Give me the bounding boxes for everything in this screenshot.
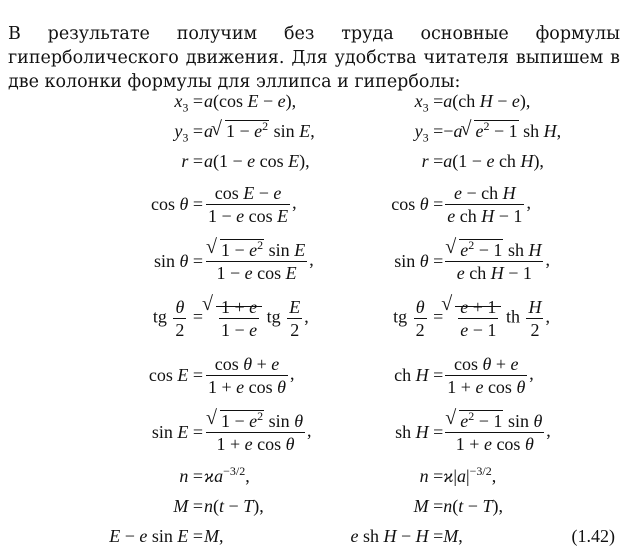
hyperbola-y3-rhs: −a√ $e^2 - 1$ sh H,	[443, 116, 571, 146]
equation-number: (1.42)	[572, 521, 625, 551]
ellipse-n-lhs: n =	[0, 461, 204, 491]
formula-row	[0, 116, 625, 146]
hyperbola-ch-h-rhs: $\frac{\text{cos θ + e}}{\text{1 + e cos θ}}$ ,	[443, 347, 571, 404]
hyperbola-sin-theta-rhs: √ $\frac{e^2 - 1 sh H}{\text{e ch H − 1}}$ ,	[443, 233, 571, 290]
hyperbola-x3-lhs: $x_3$ =	[350, 86, 443, 116]
ellipse-cos-theta-lhs: cos θ =	[0, 176, 204, 233]
hyperbola-ch-h-lhs: ch H =	[350, 347, 443, 404]
ellipse-sin-e-rhs: √ $\frac{1 - e^2 \sin \theta}{\text{1 + e cos θ}}$ ,	[204, 404, 315, 461]
hyperbola-sh-h-lhs: sh H =	[350, 404, 443, 461]
ellipse-sin-theta-rhs: √ $\frac{1 - e^2 \sin E}{\text{1 − e cos E}}$ ,	[204, 233, 315, 290]
formula-table-1-42	[0, 86, 625, 551]
formula-row	[0, 404, 625, 461]
ellipse-sin-e-lhs: sin E =	[0, 404, 204, 461]
ellipse-sin-theta-lhs: sin θ =	[0, 233, 204, 290]
hyperbola-n-rhs: $ϰ|a|^{-3/2}$,	[443, 461, 571, 491]
hyperbola-y3-lhs: $y_3$ =	[350, 116, 443, 146]
ellipse-r-lhs: r =	[0, 146, 204, 176]
formula-row	[0, 347, 625, 404]
formula-row	[0, 521, 625, 551]
hyperbola-cos-theta-rhs: $\frac{\text{e − ch H}}{\text{e ch H − 1}}$ ,	[443, 176, 571, 233]
formula-row	[0, 146, 625, 176]
ellipse-tg-half-theta-rhs: √ $\frac{1 + e}{1 - e}$ tg $\frac{E}{2}$ ,	[204, 290, 315, 347]
ellipse-m-rhs: n(t − T),	[204, 491, 315, 521]
hyperbola-r-rhs: a(1 − e ch H),	[443, 146, 571, 176]
ellipse-r-rhs: a(1 − e cos E),	[204, 146, 315, 176]
hyperbola-m-lhs: M =	[350, 491, 443, 521]
ellipse-x3-lhs: $x_3$ =	[0, 86, 204, 116]
hyperbola-sin-theta-lhs: sin θ =	[350, 233, 443, 290]
ellipse-m-lhs: M =	[0, 491, 204, 521]
ellipse-cos-e-rhs: $\frac{\text{cos θ + e}}{\text{1 + e cos θ}}$ ,	[204, 347, 315, 404]
hyperbola-kepler-lhs: e sh H − H =	[350, 521, 443, 551]
formula-row	[0, 86, 625, 116]
hyperbola-kepler-rhs: M,	[443, 521, 571, 551]
hyperbola-tg-half-theta-lhs: tg $\frac{\theta}{2}$ =	[350, 290, 443, 347]
ellipse-cos-e-lhs: cos E =	[0, 347, 204, 404]
ellipse-tg-half-theta-lhs: tg $\frac{\theta}{2}$ =	[0, 290, 204, 347]
hyperbola-n-lhs: n =	[350, 461, 443, 491]
formula-row	[0, 233, 625, 290]
formula-row	[0, 491, 625, 521]
ellipse-cos-theta-rhs: $\frac{\text{cos E − e}}{\text{1 − e cos E}}$ ,	[204, 176, 315, 233]
hyperbola-x3-rhs: a(ch H − e),	[443, 86, 571, 116]
ellipse-n-rhs: $ϰa^{-3/2}$,	[204, 461, 315, 491]
hyperbola-cos-theta-lhs: cos θ =	[350, 176, 443, 233]
ellipse-kepler-rhs: M,	[204, 521, 315, 551]
hyperbola-tg-half-theta-rhs: √ $\frac{e + 1}{e - 1}$ th $\frac{H}{2}$ ,	[443, 290, 571, 347]
hyperbola-sh-h-rhs: √ $\frac{e^2 - 1 \sin \theta}{\text{1 + e cos θ}}$ ,	[443, 404, 571, 461]
formula-row	[0, 461, 625, 491]
ellipse-x3-rhs: a(cos E − e),	[204, 86, 315, 116]
hyperbola-r-lhs: r =	[350, 146, 443, 176]
formula-row	[0, 290, 625, 347]
ellipse-y3-lhs: $y_3$ =	[0, 116, 204, 146]
ellipse-y3-rhs: a√ $1 - e^2$ sin E,	[204, 116, 315, 146]
formula-row	[0, 176, 625, 233]
hyperbola-m-rhs: n(t − T),	[443, 491, 571, 521]
intro-paragraph: В результате получим без труда основные формулы гиперболического движения. Для удобства читателя выпишем в две колонки формулы для эллипса и гиперболы:	[8, 22, 620, 94]
ellipse-kepler-lhs: E − e sin E =	[0, 521, 204, 551]
